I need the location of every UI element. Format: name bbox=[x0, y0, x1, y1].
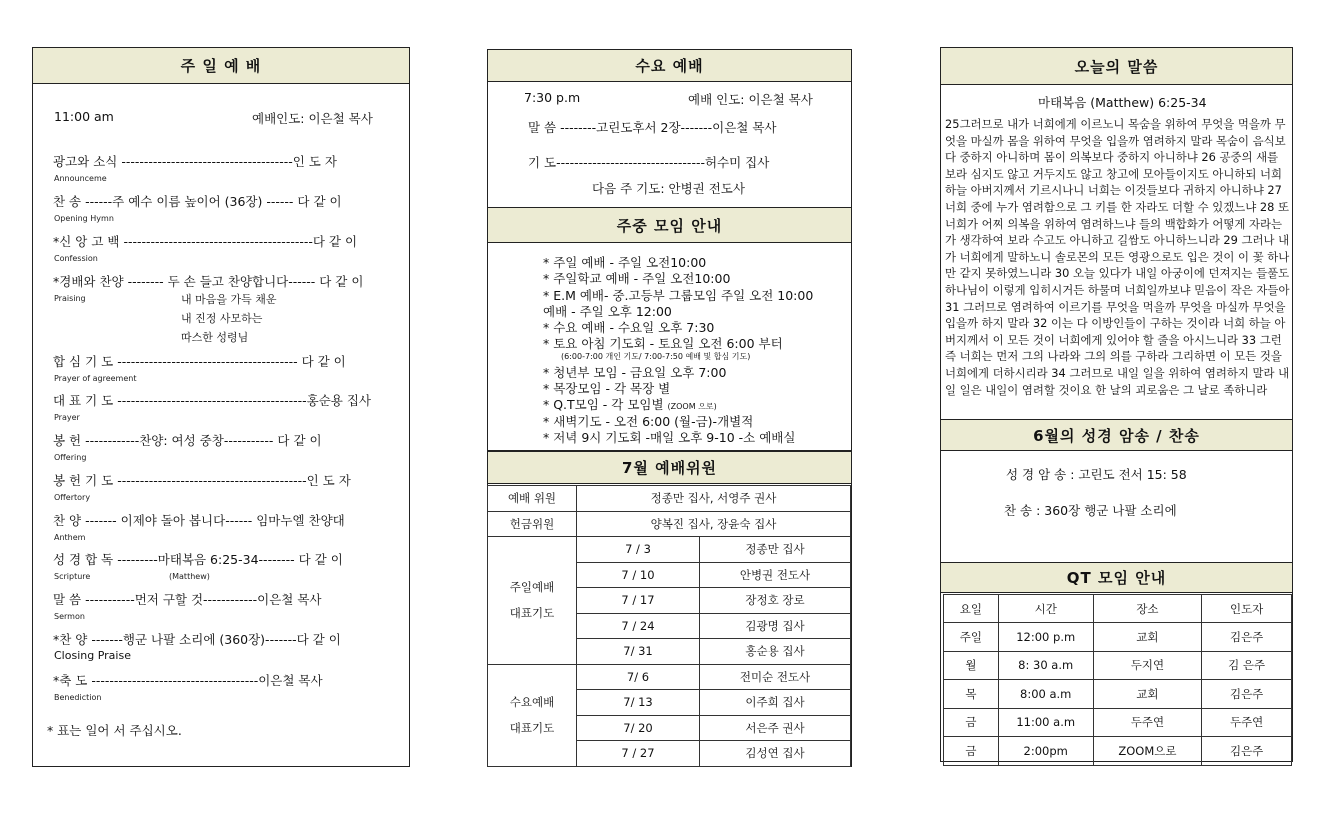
meeting-item bbox=[543, 253, 813, 269]
sunday-order-item: *축 도 -------------------------------------이은철 목사 bbox=[53, 673, 323, 688]
praise-song-title: 내 마음을 가득 채운 bbox=[181, 293, 277, 306]
meeting-item-text: * 청년부 모임 - 금요일 오후 7:00 bbox=[543, 364, 727, 380]
qt-cell: 교회 bbox=[1093, 623, 1202, 652]
sunday-time: 11:00 am bbox=[54, 109, 114, 124]
sunday-order-item-english: Opening Hymn bbox=[54, 214, 114, 223]
qt-cell: 김 은주 bbox=[1202, 651, 1292, 680]
wednesday-sermon: 말 씀 --------고린도후서 2장-------이은철 목사 bbox=[528, 120, 777, 135]
meeting-item-text: * 주일학교 예배 - 주일 오전10:00 bbox=[543, 271, 731, 287]
qt-cell: 8: 30 a.m bbox=[998, 651, 1093, 680]
prayer-date: 7 / 24 bbox=[577, 613, 700, 639]
prayer-date: 7 / 10 bbox=[577, 562, 700, 588]
wednesday-worship-panel bbox=[487, 49, 852, 207]
july-committee-title: 7월 예배위원 bbox=[487, 451, 852, 484]
qt-meeting-panel bbox=[940, 562, 1293, 762]
qt-cell: 월 bbox=[944, 651, 999, 680]
meeting-item-text: * 토요 아침 기도회 - 토요일 오전 6:00 부터 bbox=[543, 336, 783, 352]
meeting-item bbox=[543, 395, 813, 411]
prayer-leader: 이주희 집사 bbox=[700, 690, 851, 716]
sunday-order-item-english: Anthem bbox=[54, 533, 86, 542]
table-row bbox=[944, 708, 1292, 737]
prayer-leader: 전미순 전도사 bbox=[700, 664, 851, 690]
praise-song-title: 내 진정 사모하는 bbox=[181, 312, 263, 325]
qt-cell: 11:00 a.m bbox=[998, 708, 1093, 737]
qt-cell: 두주연 bbox=[1093, 708, 1202, 737]
meeting-item-text: * 목장모임 - 각 목장 별 bbox=[543, 381, 671, 397]
meeting-item bbox=[543, 318, 813, 334]
table-row bbox=[944, 651, 1292, 680]
weekly-meetings-list bbox=[543, 253, 813, 444]
sunday-order-item: 광고와 소식 --------------------------------------인 도 자 bbox=[53, 154, 337, 169]
zoom-note: (ZOOM 으로) bbox=[667, 402, 717, 412]
wednesday-time: 7:30 p.m bbox=[524, 90, 581, 105]
qt-cell: 8:00 a.m bbox=[998, 680, 1093, 709]
memory-hymn: 찬 송 : 360장 행군 나팔 소리에 bbox=[1004, 503, 1177, 518]
sunday-order-item-english: Confession bbox=[54, 254, 98, 263]
meeting-item-text: * 저녁 9시 기도회 -매일 오후 9-10 -소 예배실 bbox=[543, 429, 796, 445]
qt-meeting-table bbox=[943, 594, 1292, 766]
prayer-date: 7/ 13 bbox=[577, 690, 700, 716]
july-committee-table bbox=[487, 485, 851, 767]
sunday-order-item-english-2: (Matthew) bbox=[169, 572, 210, 581]
qt-cell: 교회 bbox=[1093, 680, 1202, 709]
committee-label: 헌금위원 bbox=[488, 511, 577, 537]
qt-column-header: 시간 bbox=[998, 595, 1093, 623]
qt-cell: 주일 bbox=[944, 623, 999, 652]
qt-cell: 금 bbox=[944, 708, 999, 737]
prayer-leader: 장정호 장로 bbox=[700, 588, 851, 614]
qt-cell: 12:00 p.m bbox=[998, 623, 1093, 652]
table-header-row bbox=[944, 595, 1292, 623]
prayer-date: 7 / 17 bbox=[577, 588, 700, 614]
saturday-prayer-note: (6:00-7:00 개인 기도/ 7:00-7:50 예배 및 합심 기도) bbox=[561, 351, 751, 361]
sunday-order-item: *신 앙 고 백 ------------------------------------------다 같 이 bbox=[53, 234, 358, 249]
meeting-item bbox=[543, 428, 813, 444]
prayer-group-label-line: 대표기도 bbox=[509, 606, 555, 621]
july-committee-panel bbox=[487, 451, 852, 767]
prayer-date: 7 / 3 bbox=[577, 537, 700, 563]
prayer-leader: 정종만 집사 bbox=[700, 537, 851, 563]
meeting-item-text: * Q.T모임 - 각 모임별 bbox=[543, 397, 668, 413]
table-row bbox=[488, 537, 851, 563]
table-row bbox=[488, 511, 851, 537]
committee-names: 양복진 집사, 장윤숙 집사 bbox=[577, 511, 851, 537]
memory-verse-title: 6월의 성경 암송 / 찬송 bbox=[940, 419, 1293, 451]
meeting-item bbox=[543, 334, 813, 350]
prayer-leader: 안병권 전도사 bbox=[700, 562, 851, 588]
table-row bbox=[944, 680, 1292, 709]
prayer-group-label-line: 주일예배 bbox=[509, 580, 555, 595]
qt-cell: 김은주 bbox=[1202, 737, 1292, 766]
qt-column-header: 인도자 bbox=[1202, 595, 1292, 623]
sunday-order-item-english: Offertory bbox=[54, 493, 91, 502]
praise-song-title: 따스한 성령님 bbox=[181, 331, 249, 344]
qt-cell: 금 bbox=[944, 737, 999, 766]
qt-column-header: 장소 bbox=[1093, 595, 1202, 623]
meeting-item bbox=[543, 412, 813, 428]
meeting-item-text: * 수요 예배 - 수요일 오후 7:30 bbox=[543, 320, 715, 336]
scripture-reference: 마태복음 (Matthew) 6:25-34 bbox=[1038, 95, 1207, 110]
wednesday-worship-title: 수요 예배 bbox=[487, 49, 852, 82]
meeting-item bbox=[543, 363, 813, 379]
committee-label: 예배 위원 bbox=[488, 486, 577, 512]
memory-verse-panel bbox=[940, 419, 1293, 562]
sunday-order-item-english: Closing Praise bbox=[54, 649, 131, 662]
prayer-group-label bbox=[488, 664, 577, 766]
todays-word-title: 오늘의 말씀 bbox=[940, 47, 1293, 85]
meeting-item-text: * 주일 예배 - 주일 오전10:00 bbox=[543, 255, 707, 270]
meeting-item-text: 예배 - 주일 오후 12:00 bbox=[543, 303, 672, 319]
sunday-order-item-english: Sermon bbox=[54, 612, 85, 621]
prayer-group-label bbox=[488, 537, 577, 665]
sunday-order-item-english: Praising bbox=[54, 294, 86, 303]
meeting-item bbox=[543, 379, 813, 395]
qt-column-header: 요일 bbox=[944, 595, 999, 623]
next-week-prayer: 다음 주 기도: 안병권 전도사 bbox=[592, 181, 745, 196]
meeting-item-text: * 새벽기도 - 오전 6:00 (월-금)-개별적 bbox=[543, 413, 754, 429]
prayer-group-label-line: 대표기도 bbox=[509, 721, 555, 735]
qt-cell: 두지연 bbox=[1093, 651, 1202, 680]
prayer-date: 7 / 27 bbox=[577, 741, 700, 767]
weekly-meetings-title: 주중 모임 안내 bbox=[487, 207, 852, 243]
prayer-date: 7/ 6 bbox=[577, 664, 700, 690]
prayer-group-label-line: 수요예배 bbox=[509, 695, 555, 709]
meeting-item-text: * E.M 예배- 중.고등부 그룹모임 주일 오전 10:00 bbox=[543, 287, 814, 303]
sunday-order-item-english: Announceme bbox=[54, 174, 107, 183]
qt-meeting-title: QT 모임 안내 bbox=[940, 562, 1293, 593]
sunday-order-item-english: Benediction bbox=[54, 693, 102, 702]
sunday-order-item: 합 심 기 도 ---------------------------------------- 다 같 이 bbox=[53, 354, 346, 369]
sunday-order-item: 찬 양 ------- 이제야 돌아 봅니다------ 임마누엘 찬양대 bbox=[53, 513, 345, 528]
wednesday-leader: 예배 인도: 이은철 목사 bbox=[688, 92, 813, 107]
meeting-item bbox=[543, 302, 813, 318]
committee-names: 정종만 집사, 서영주 권사 bbox=[577, 486, 851, 512]
qt-cell: 목 bbox=[944, 680, 999, 709]
meeting-item bbox=[543, 269, 813, 285]
sunday-order-item-english: Prayer bbox=[54, 413, 80, 422]
prayer-leader: 홍순용 집사 bbox=[700, 639, 851, 665]
scripture-text: 25그러므로 내가 너희에게 이르노니 목숨을 위하여 무엇을 먹을까 무엇을 마실까 몸을 위하여 무엇을 입을까 염려하지 말라 목숨이 음식보다 중하지 아니하며 몸이 의복보다 중하지 아니하냐 26 공중의 새를 보라 심지도 않고 거두지도 않고 창고에 모아들이지도 아니하되 너희 하늘 아버지께서 기르시나니 너희는 이것들보다 귀하지 아니하냐 27 너희 중에 누가 염려함으로 그 키를 한 자라도 더할 수 있겠느냐 28 또 너희가 어찌 의복을 위하여 염려하느냐 들의 백합화가 어떻게 자라는가 생각하여 보라 수고도 아니하고 길쌈도 아니하느니라 29 그러나 내가 너희에게 말하노니 솔로몬의 모든 영광으로도 입은 것이 이 꽃 하나만 같지 못하였느니라 30 오늘 있다가 내일 아궁이에 던져지는 들풀도 하나님이 이렇게 입히시거든 하물며 너희일까보냐 믿음이 작은 자들아 31 그러므로 염려하여 이르기를 무엇을 먹을까 무엇을 마실까 무엇을 입을까 하지 말라 32 이는 다 이방인들이 구하는 것이라 너희 하늘 아버지께서 이 모든 것이 너희에게 있어야 할 줄을 아시느니라 33 그런즉 너희는 먼저 그의 나라와 그의 의를 구하라 그리하면 이 모든 것을 너희에게 더하시리라 34 그러므로 내일 일을 위하여 염려하지 말라 내일 일은 내일이 염려할 것이요 한 날의 괴로움은 그 날로 족하니라 bbox=[945, 117, 1290, 397]
sunday-order-item: 말 씀 -----------먼저 구할 것------------이은철 목사 bbox=[53, 592, 322, 607]
sunday-order-item: 봉 헌 ------------찬양: 여성 중창----------- 다 같 이 bbox=[53, 433, 322, 448]
qt-cell: 두주연 bbox=[1202, 708, 1292, 737]
sunday-order-item: *찬 양 -------행군 나팔 소리에 (360장)-------다 같 이 bbox=[53, 632, 341, 647]
sunday-leader: 예배인도: 이은철 목사 bbox=[252, 111, 373, 126]
sunday-worship-title: 주 일 예 배 bbox=[32, 47, 410, 84]
meeting-item bbox=[543, 286, 813, 302]
sunday-order-item: 대 표 기 도 ------------------------------------------홍순용 집사 bbox=[53, 393, 371, 408]
todays-word-panel bbox=[940, 47, 1293, 419]
sunday-order-item: 찬 송 ------주 예수 이름 높이어 (36장) ------ 다 같 이 bbox=[53, 194, 342, 209]
qt-cell: 김은주 bbox=[1202, 680, 1292, 709]
prayer-date: 7/ 31 bbox=[577, 639, 700, 665]
weekly-meetings-panel bbox=[487, 207, 852, 451]
sunday-worship-panel bbox=[32, 47, 410, 767]
prayer-leader: 김광명 집사 bbox=[700, 613, 851, 639]
memory-verse: 성 경 암 송 : 고린도 전서 15: 58 bbox=[1006, 467, 1187, 482]
sunday-order-item-english: Prayer of agreement bbox=[54, 374, 137, 383]
table-row bbox=[488, 664, 851, 690]
table-row bbox=[488, 486, 851, 512]
sunday-order-item-english: Scripture bbox=[54, 572, 91, 581]
sunday-order-item: 봉 헌 기 도 ------------------------------------------인 도 자 bbox=[53, 473, 351, 488]
table-row bbox=[944, 623, 1292, 652]
sunday-order-item-english: Offering bbox=[54, 453, 87, 462]
qt-cell: ZOOM으로 bbox=[1093, 737, 1202, 766]
prayer-leader: 김성연 집사 bbox=[700, 741, 851, 767]
wednesday-prayer: 기 도---------------------------------허수미 집사 bbox=[528, 155, 770, 170]
standing-note: * 표는 일어 서 주십시오. bbox=[47, 723, 182, 738]
prayer-leader: 서은주 권사 bbox=[700, 715, 851, 741]
qt-cell: 김은주 bbox=[1202, 623, 1292, 652]
sunday-order-item: *경배와 찬양 -------- 두 손 들고 찬양합니다------ 다 같 이 bbox=[53, 274, 364, 289]
prayer-date: 7/ 20 bbox=[577, 715, 700, 741]
sunday-order-item: 성 경 합 독 ---------마태복음 6:25-34-------- 다 같 이 bbox=[53, 552, 343, 567]
table-row bbox=[944, 737, 1292, 766]
qt-cell: 2:00pm bbox=[998, 737, 1093, 766]
